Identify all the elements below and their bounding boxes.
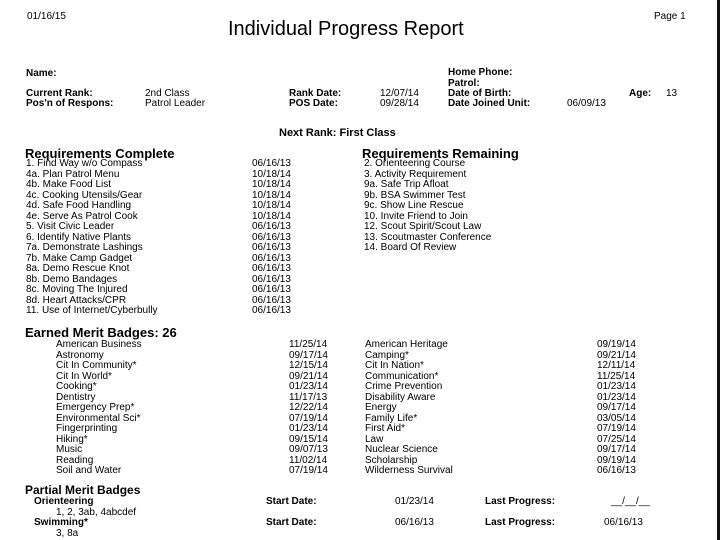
badge-name: Cit In World* [56, 370, 112, 382]
badge-date: 09/19/14 [597, 339, 636, 350]
partial-badge-reqs: 3, 8a [56, 527, 79, 539]
requirement-label: 8b. Demo Bandages [26, 273, 118, 285]
last-progress-value: __/__/__ [611, 496, 650, 507]
rank-date-value: 12/07/14 [380, 88, 419, 99]
dob-label: Date of Birth: [448, 88, 512, 99]
age-label: Age: [629, 88, 652, 99]
badge-date: 01/23/14 [597, 391, 636, 403]
requirement-date: 06/16/13 [252, 294, 291, 306]
table-row [0, 381, 720, 392]
page-number: Page 1 [654, 11, 686, 22]
requirement-label: 7b. Make Camp Gadget [26, 252, 133, 264]
date-joined-label: Date Joined Unit: [448, 98, 531, 109]
table-row [0, 339, 720, 350]
home-phone-label: Home Phone: [448, 67, 513, 78]
badge-date: 11/25/14 [289, 339, 328, 350]
badge-date: 11/17/13 [289, 391, 328, 403]
patrol-label: Patrol: [448, 78, 480, 89]
requirement-label: 4c. Cooking Utensils/Gear [26, 189, 143, 201]
remaining-label: 14. Board Of Review [364, 242, 457, 253]
age-value: 13 [666, 88, 678, 99]
partial-badge-name: Swimming* [34, 517, 88, 528]
requirements-complete-heading: Requirements Complete [25, 146, 175, 161]
badge-name: First Aid* [365, 423, 406, 434]
list-item [0, 263, 720, 274]
list-item [0, 274, 720, 285]
requirement-label: 8d. Heart Attacks/CPR [26, 294, 127, 306]
rank-date-label: Rank Date: [289, 88, 342, 99]
badge-name: Communication* [365, 370, 439, 382]
table-row [0, 350, 720, 361]
pos-label: Pos'n of Respons: [26, 98, 114, 109]
table-row [0, 392, 720, 403]
badge-name: American Business [56, 339, 142, 350]
list-item [0, 295, 720, 306]
badge-name: American Heritage [365, 339, 448, 350]
table-row [0, 517, 720, 528]
requirement-date: 10/18/14 [252, 210, 291, 222]
badge-name: Emergency Prep* [56, 402, 135, 413]
requirement-date: 06/16/13 [252, 231, 291, 243]
requirement-date: 06/16/13 [252, 263, 291, 274]
badge-name: Dentistry [56, 391, 96, 403]
table-row [0, 413, 720, 424]
remaining-label: 12. Scout Spirit/Scout Law [364, 221, 482, 232]
requirements-remaining-heading: Requirements Remaining [362, 146, 519, 161]
badge-date: 07/19/14 [289, 465, 328, 476]
badge-name: Nuclear Science [365, 444, 438, 455]
requirement-date: 06/16/13 [252, 284, 291, 295]
partial-badge-name: Orienteering [34, 496, 94, 507]
requirement-date: 06/16/13 [252, 158, 291, 169]
requirement-label: 4b. Make Food List [26, 179, 112, 190]
badge-date: 07/25/14 [597, 433, 636, 445]
requirement-date: 06/16/13 [252, 305, 291, 316]
table-row [0, 496, 720, 507]
badge-date: 09/19/14 [597, 454, 636, 466]
badge-date: 09/17/14 [289, 349, 328, 361]
pos-date-value: 09/28/14 [380, 98, 419, 109]
badge-date: 03/05/14 [597, 412, 636, 424]
table-row [0, 444, 720, 455]
table-row [0, 434, 720, 445]
badge-name: Scholarship [365, 454, 418, 466]
table-row [0, 465, 720, 476]
requirement-label: 6. Identify Native Plants [26, 231, 132, 243]
list-item [0, 200, 720, 211]
requirement-label: 4e. Serve As Patrol Cook [26, 210, 138, 222]
remaining-label: 9b. BSA Swimmer Test [364, 189, 466, 201]
table-row [0, 528, 720, 539]
pos-date-label: POS Date: [289, 98, 338, 109]
badge-date: 12/15/14 [289, 360, 328, 371]
requirement-label: 4a. Plan Patrol Menu [26, 168, 120, 180]
list-item [0, 221, 720, 232]
requirement-label: 1. Find Way w/o Compass [26, 158, 143, 169]
page-title: Individual Progress Report [228, 18, 464, 40]
start-date-label: Start Date: [266, 496, 317, 507]
table-row [0, 402, 720, 413]
badge-name: Astronomy [56, 349, 104, 361]
badge-name: Cit In Community* [56, 360, 137, 371]
badge-date: 01/23/14 [597, 381, 636, 392]
requirement-label: 8c. Moving The Injured [26, 284, 128, 295]
badge-date: 09/17/14 [597, 402, 636, 413]
requirement-label: 4d. Safe Food Handling [26, 200, 132, 211]
name-label: Name: [26, 68, 57, 79]
partial-badges-heading: Partial Merit Badges [25, 483, 141, 497]
badge-name: Soil and Water [56, 465, 122, 476]
list-item [0, 158, 720, 169]
list-item [0, 284, 720, 295]
badge-name: Energy [365, 402, 397, 413]
last-progress-label: Last Progress: [485, 496, 556, 507]
list-item [0, 232, 720, 243]
list-item [0, 211, 720, 222]
table-row [0, 455, 720, 466]
badge-date: 09/21/14 [597, 349, 636, 361]
requirement-label: 11. Use of Internet/Cyberbully [26, 305, 158, 316]
badge-date: 07/19/14 [289, 412, 328, 424]
next-rank-heading: Next Rank: First Class [279, 127, 396, 139]
table-row [0, 360, 720, 371]
badge-date: 11/25/14 [597, 370, 636, 382]
requirement-date: 06/16/13 [252, 242, 291, 253]
merit-badges-heading: Earned Merit Badges: 26 [25, 325, 177, 340]
start-date-value: 06/16/13 [395, 517, 434, 528]
list-item [0, 169, 720, 180]
report-date: 01/16/15 [27, 11, 66, 22]
badge-date: 07/19/14 [597, 423, 636, 434]
badge-date: 09/07/13 [289, 444, 328, 455]
last-progress-value: 06/16/13 [604, 517, 643, 528]
badge-name: Family Life* [365, 412, 418, 424]
list-item [0, 242, 720, 253]
list-item [0, 253, 720, 264]
requirement-date: 10/18/14 [252, 189, 291, 201]
requirement-date: 06/16/13 [252, 273, 291, 285]
last-progress-label: Last Progress: [485, 517, 556, 528]
badge-name: Cooking* [56, 381, 97, 392]
remaining-label: 2. Orienteering Course [364, 158, 466, 169]
remaining-label: 13. Scoutmaster Conference [364, 231, 492, 243]
badge-name: Crime Prevention [365, 381, 443, 392]
badge-name: Fingerprinting [56, 423, 118, 434]
start-date-value: 01/23/14 [395, 496, 434, 507]
badge-date: 06/16/13 [597, 465, 636, 476]
table-row [0, 371, 720, 382]
requirement-date: 06/16/13 [252, 252, 291, 264]
badge-date: 01/23/14 [289, 381, 328, 392]
badge-date: 09/15/14 [289, 433, 328, 445]
badge-name: Camping* [365, 349, 409, 361]
requirement-date: 10/18/14 [252, 200, 291, 211]
list-item [0, 179, 720, 190]
requirement-label: 7a. Demonstrate Lashings [26, 242, 143, 253]
current-rank-value: 2nd Class [145, 88, 190, 99]
remaining-label: 10. Invite Friend to Join [364, 210, 468, 222]
badge-name: Disability Aware [365, 391, 436, 403]
badge-name: Law [365, 433, 384, 445]
remaining-label: 9a. Safe Trip Afloat [364, 179, 449, 190]
badge-date: 09/21/14 [289, 370, 328, 382]
badge-name: Wilderness Survival [365, 465, 453, 476]
badge-name: Environmental Sci* [56, 412, 141, 424]
table-row [0, 507, 720, 518]
date-joined-value: 06/09/13 [567, 98, 606, 109]
badge-name: Hiking* [56, 433, 88, 445]
badge-date: 11/02/14 [289, 454, 328, 466]
badge-name: Music [56, 444, 83, 455]
badge-date: 12/11/14 [597, 360, 636, 371]
requirement-date: 10/18/14 [252, 168, 291, 180]
requirement-label: 8a. Demo Rescue Knot [26, 263, 130, 274]
remaining-label: 3. Activity Requirement [364, 168, 467, 180]
pos-value: Patrol Leader [145, 98, 206, 109]
requirement-date: 06/16/13 [252, 221, 291, 232]
requirement-date: 10/18/14 [252, 179, 291, 190]
badge-date: 09/17/14 [597, 444, 636, 455]
badge-date: 01/23/14 [289, 423, 328, 434]
badge-date: 12/22/14 [289, 402, 328, 413]
list-item [0, 190, 720, 201]
badge-name: Reading [56, 454, 94, 466]
partial-badge-reqs: 1, 2, 3ab, 4abcdef [56, 506, 137, 518]
requirement-label: 5. Visit Civic Leader [26, 221, 115, 232]
badge-name: Cit In Nation* [365, 360, 424, 371]
current-rank-label: Current Rank: [26, 88, 93, 99]
start-date-label: Start Date: [266, 517, 317, 528]
table-row [0, 423, 720, 434]
list-item [0, 305, 720, 316]
remaining-label: 9c. Show Line Rescue [364, 200, 464, 211]
